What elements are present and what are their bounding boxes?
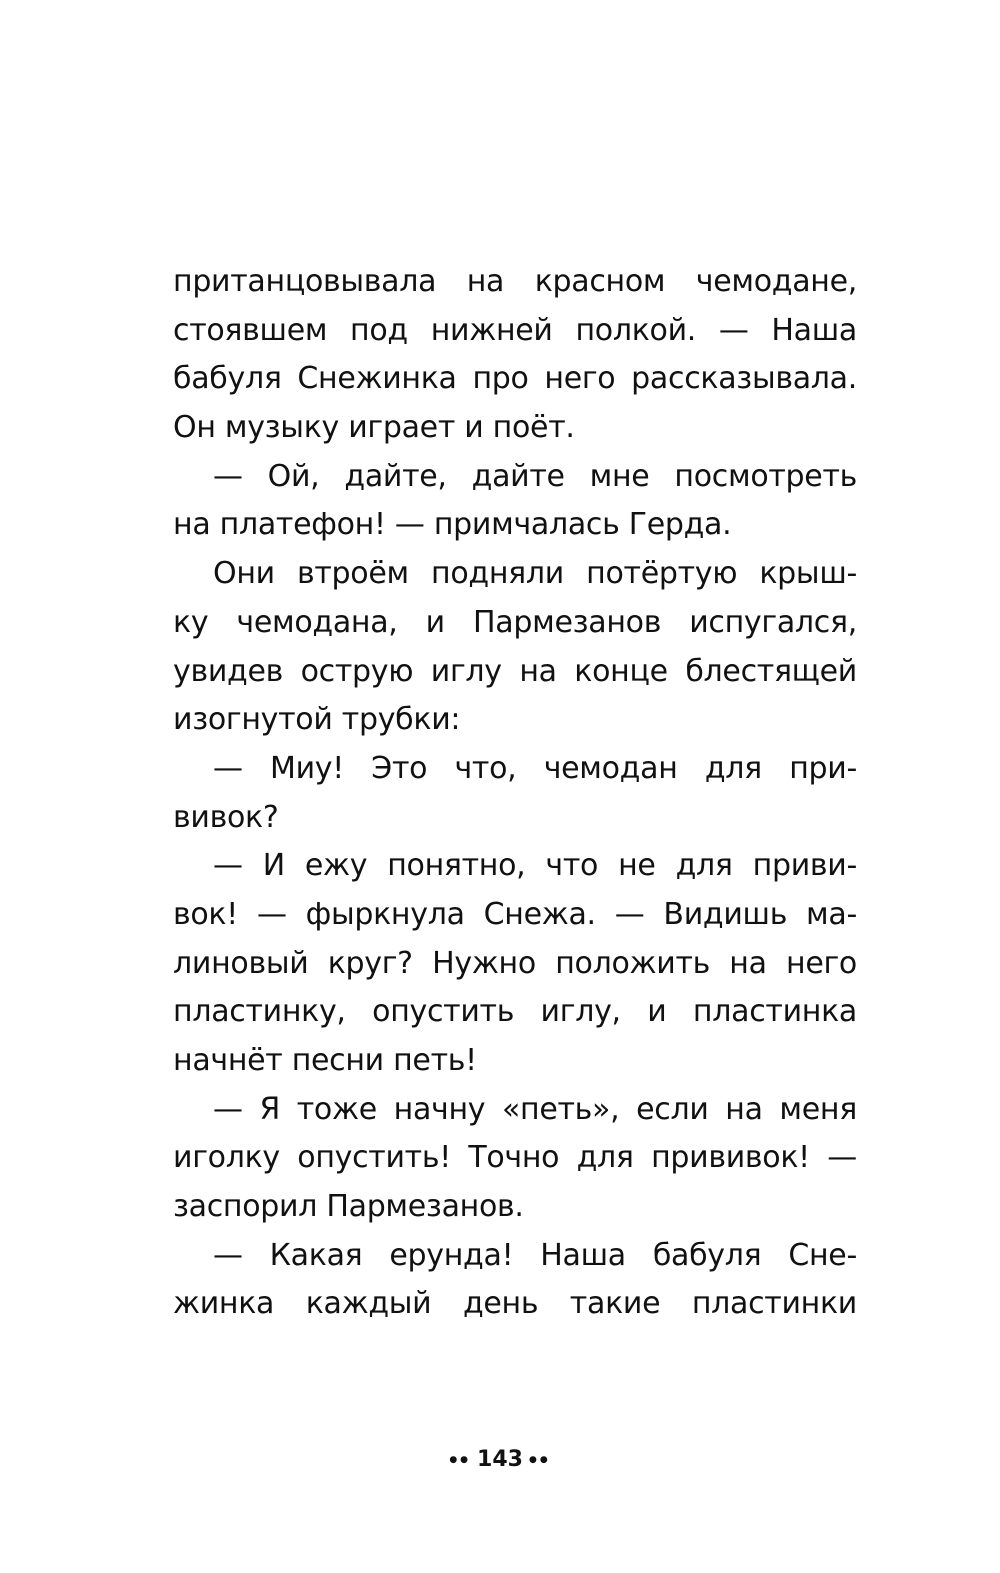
text-line: вок! — фыркнула Снежа. — Видишь ма- — [173, 896, 857, 932]
text-line: — Ой, дайте, дайте мне посмотреть — [213, 458, 857, 494]
text-line: Они втроём подняли потёртую крыш- — [213, 556, 857, 592]
text-line: — И ежу понятно, что не для приви- — [213, 848, 857, 884]
text-line: увидев острую иглу на конце блестящей — [173, 653, 857, 689]
text-line: начнёт песни петь! — [173, 1043, 477, 1078]
text-line: иголку опустить! Точно для прививок! — — [173, 1140, 857, 1176]
text-line: заспорил Пармезанов. — [173, 1189, 524, 1225]
text-line: пластинку, опустить иглу, и пластинка — [173, 994, 857, 1030]
text-line: изогнутой трубки: — [173, 702, 461, 738]
text-line: жинка каждый день такие пластинки — [173, 1286, 857, 1322]
page-body-text — [173, 258, 857, 1329]
text-line: стоявшем под нижней полкой. — Наша — [173, 312, 857, 348]
text-line: бабуля Снежинка про него рассказывала. — [173, 361, 857, 397]
ornament-dots-right: ●● — [528, 1455, 551, 1465]
page-number: 143 — [477, 1447, 523, 1472]
text-line: — Миу! Это что, чемодан для при- — [213, 750, 857, 786]
text-line: вивок? — [173, 799, 279, 835]
text-line: — Я тоже начну «петь», если на меня — [213, 1091, 857, 1127]
text-line: на платефон! — примчалась Герда. — [173, 507, 732, 543]
text-line: — Какая ерунда! Наша бабуля Сне- — [213, 1237, 857, 1273]
text-line: линовый круг? Нужно положить на него — [173, 945, 857, 981]
text-line: ку чемодана, и Пармезанов испугался, — [173, 604, 857, 640]
text-line: Он музыку играет и поёт. — [173, 410, 575, 446]
ornament-dots-left: ●● — [449, 1455, 472, 1465]
text-line: пританцовывала на красном чемодане, — [173, 264, 857, 299]
page-number-footer — [0, 1442, 1000, 1478]
